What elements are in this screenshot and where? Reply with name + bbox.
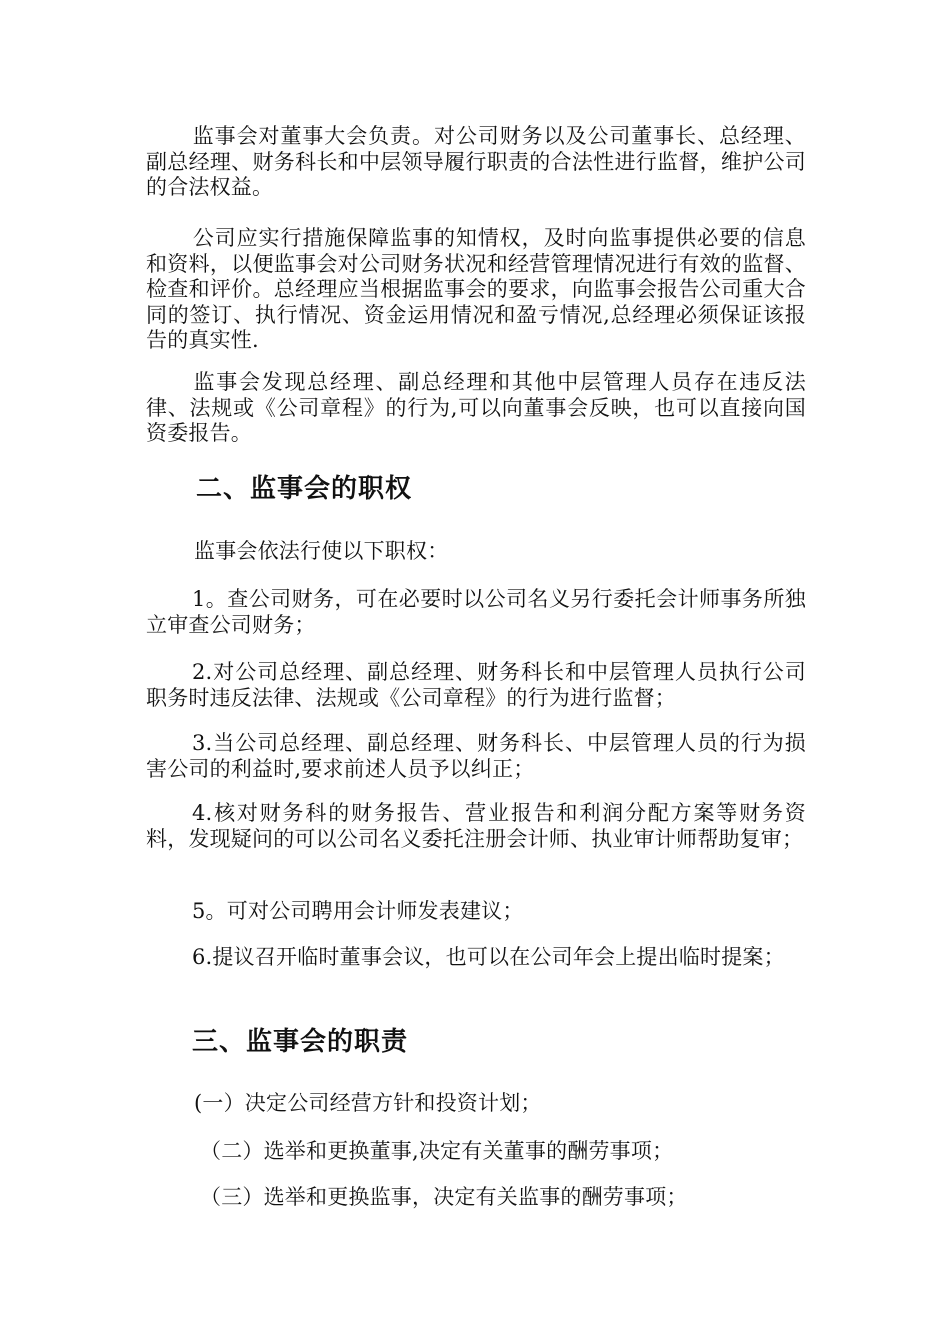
list-item-6 (146, 945, 806, 971)
list-item-2 (146, 660, 806, 711)
list-item-5-text: 5。可对公司聘用会计师发表建议； (192, 899, 524, 923)
list-item-5 (146, 899, 806, 925)
intro-paragraph-3 (146, 370, 806, 447)
list-item-2-text: 2.对公司总经理、副总经理、财务科长和中层管理人员执行公司职务时违反法律、法规或《公司章程》的行为进行监督； (146, 660, 806, 710)
intro-paragraph-3-text: 监事会发现总经理、副总经理和其他中层管理人员存在违反法律、法规或《公司章程》的行为,可以向董事会反映，也可以直接向国资委报告。 (146, 370, 806, 445)
duty-item-3: （三）选举和更换监事，决定有关监事的酬劳事项； (200, 1185, 688, 1209)
intro-paragraph-1 (146, 124, 806, 201)
list-item-6-text: 6.提议召开临时董事会议，也可以在公司年会上提出临时提案； (192, 945, 785, 969)
duty-item-1: (一）决定公司经营方针和投资计划； (194, 1091, 542, 1115)
section-heading-2: 二、监事会的职权 (196, 474, 413, 504)
duty-item-2: （二）选举和更换董事,决定有关董事的酬劳事项； (200, 1139, 674, 1163)
intro-paragraph-2 (146, 226, 806, 354)
list-item-3-text: 3.当公司总经理、副总经理、财务科长、中层管理人员的行为损害公司的利益时,要求前述人员予以纠正； (146, 731, 806, 781)
list-item-3 (146, 731, 806, 782)
list-item-4 (146, 801, 806, 852)
intro-paragraph-1-text: 监事会对董事大会负责。对公司财务以及公司董事长、总经理、副总经理、财务科长和中层领导履行职责的合法性进行监督，维护公司的合法权益。 (146, 124, 806, 199)
section-2-lead: 监事会依法行使以下职权： (194, 539, 449, 563)
list-item-1-text: 1。查公司财务，可在必要时以公司名义另行委托会计师事务所独立审查公司财务； (146, 587, 806, 637)
list-item-1 (146, 587, 806, 638)
intro-paragraph-2-text: 公司应实行措施保障监事的知情权，及时向监事提供必要的信息和资料，以便监事会对公司财务状况和经营管理情况进行有效的监督、检查和评价。总经理应当根据监事会的要求，向监事会报告公司重大合同的签订、执行情况、资金运用情况和盈亏情况,总经理必须保证该报告的真实性. (146, 226, 806, 352)
section-heading-3: 三、监事会的职责 (192, 1027, 409, 1057)
list-item-4-text: 4.核对财务科的财务报告、营业报告和利润分配方案等财务资料，发现疑问的可以公司名义委托注册会计师、执业审计师帮助复审； (146, 801, 806, 851)
